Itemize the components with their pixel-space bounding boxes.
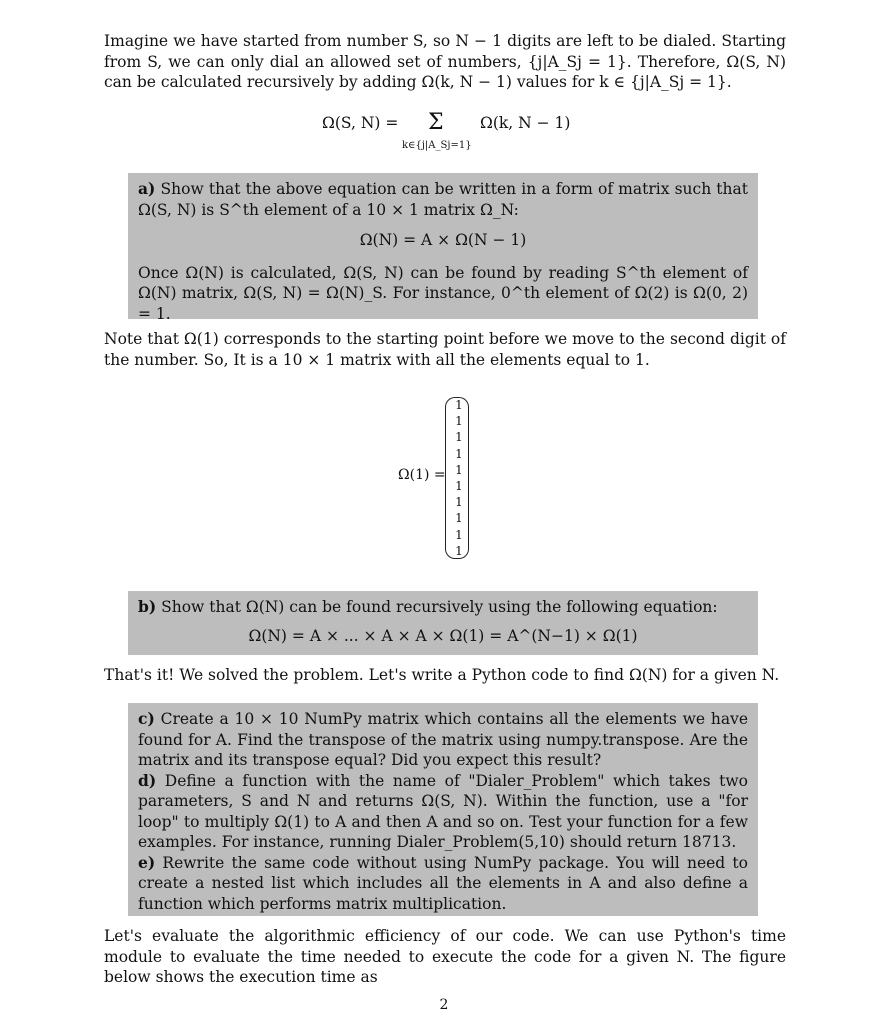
exercise-e [138, 853, 748, 915]
equation-rhs: Ω(k, N − 1) [480, 114, 571, 132]
exercise-b-text [138, 597, 748, 618]
exercise-d-label: d) [138, 770, 157, 790]
matrix-entry: 1 [455, 414, 463, 429]
intro-paragraph: Imagine we have started from number S, so N − 1 digits are left to be dialed. Starting from S, we can only dial an allowed set of numbers, {j|A_Sj = 1}. Therefore, Ω(S, N) can be calculated recursively by adding Ω(k, N − 1) values for k ∈ {j|A_Sj = 1}. [104, 32, 786, 91]
sum-index: k∈{j|A_Sj=1} [402, 140, 472, 151]
exercise-e-label: e) [138, 852, 156, 872]
exercise-a-equation: Ω(N) = A × Ω(N − 1) [359, 231, 527, 249]
exercise-b-label: b) [138, 597, 157, 616]
matrix-entry: 1 [455, 511, 463, 526]
matrix-entry: 1 [455, 446, 463, 461]
matrix-entry: 1 [455, 543, 463, 558]
exercise-d [138, 771, 748, 853]
matrix-entry: 1 [455, 495, 463, 510]
exercise-c-label: c) [138, 709, 155, 728]
exercise-b-equation: Ω(N) = A × ... × A × A × Ω(1) = A^(N−1) × Ω(1) [248, 626, 638, 645]
equation-lhs: Ω(S, N) = [322, 114, 399, 132]
matrix-entry: 1 [455, 398, 463, 412]
page-number: 2 [439, 997, 449, 1013]
exercise-a-statement: Show that the above equation can be written in a form of matrix such that Ω(S, N) is S^th element of a 10 × 1 matrix Ω_N: [138, 180, 748, 219]
omega-1-matrix [398, 397, 478, 557]
exercise-c [138, 709, 748, 771]
matrix-entry: 1 [455, 430, 463, 445]
exercise-a-text2: Once Ω(N) is calculated, Ω(S, N) can be found by reading S^th element of Ω(N) matrix, Ω(S, N) = Ω(N)_S. For instance, 0^th element of Ω(2) is Ω(0, 2) = 1. [138, 263, 748, 323]
exercise-d-text: Define a function with the name of "Dialer_Problem" which takes two parameters, S and N and returns Ω(S, N). Within the function, use a "for loop" to multiply Ω(1) to A and then A and so on. Test your function for a few examples. For instance, running Dialer_Problem(5,10) should return 18713. [138, 771, 748, 851]
matrix-entry: 1 [455, 479, 463, 494]
matrix-label: Ω(1) = [398, 467, 446, 483]
sum-symbol: Σ [428, 110, 444, 135]
matrix-entry: 1 [455, 462, 463, 477]
exercise-e-text: Rewrite the same code without using NumPy package. You will need to create a nested list which includes all the elements in A and also define a function which performs matrix multiplication. [138, 853, 748, 913]
exercise-box-cde [128, 703, 758, 916]
exercise-a-label: a) [138, 179, 156, 198]
solved-paragraph: That's it! We solved the problem. Let's write a Python code to find Ω(N) for a given N. [104, 666, 780, 684]
exercise-a-text1 [138, 179, 748, 220]
note-paragraph: Note that Ω(1) corresponds to the starting point before we move to the second digit of the number. So, It is a 10 × 1 matrix with all the elements equal to 1. [104, 330, 786, 369]
exercise-c-text: Create a 10 × 10 NumPy matrix which contains all the elements we have found for A. Find the transpose of the matrix using numpy.transpose. Are the matrix and its transpose equal? Did you expect this result? [138, 710, 748, 769]
matrix-column [453, 397, 465, 559]
matrix-entry: 1 [455, 527, 463, 542]
closing-paragraph: Let's evaluate the algorithmic efficiency of our code. We can use Python's time module to evaluate the time needed to execute the code for a given N. The figure below shows the execution time as [104, 927, 786, 986]
exercise-b-statement: Show that Ω(N) can be found recursively using the following equation: [161, 598, 718, 616]
exercise-box-a [128, 173, 758, 323]
exercise-box-b [128, 591, 758, 655]
